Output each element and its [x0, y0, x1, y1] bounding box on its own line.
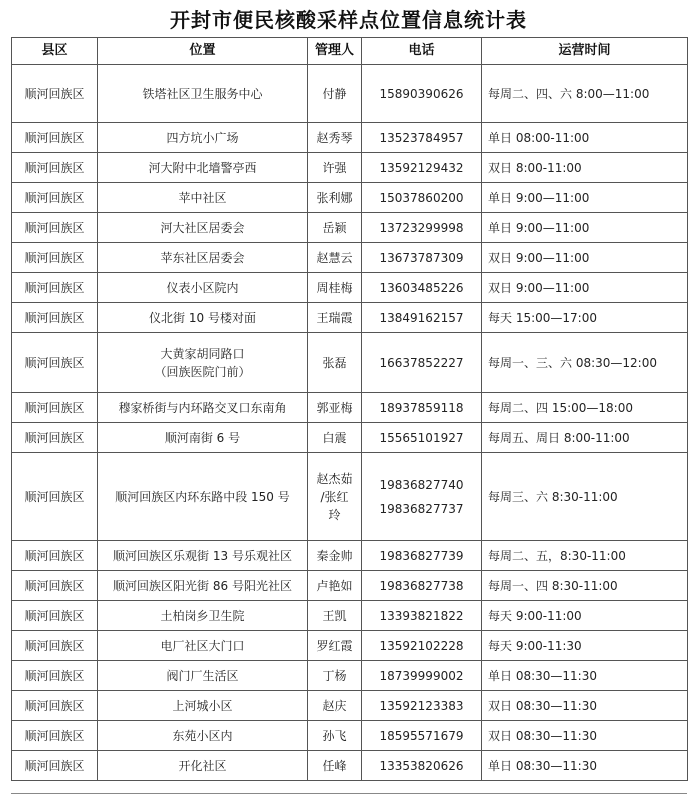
manager-cell: 赵庆: [308, 691, 362, 721]
table-row: [12, 213, 688, 243]
district-cell: 顺河回族区: [12, 751, 98, 781]
hours-cell: 每周三、六 8:30-11:00: [482, 453, 688, 541]
hours-cell: 单日 08:30—11:30: [482, 751, 688, 781]
manager-cell: 王凯: [308, 601, 362, 631]
phone-cell: 19836827739: [362, 541, 482, 571]
page-title: 开封市便民核酸采样点位置信息统计表: [170, 8, 527, 32]
table-header-row: [12, 38, 688, 65]
cell-line: /张红: [320, 489, 349, 504]
hours-cell: 每周二、四、六 8:00—11:00: [482, 65, 688, 123]
location-cell: 顺河回族区阳光街 86 号阳光社区: [98, 571, 308, 601]
manager-cell: 任峰: [308, 751, 362, 781]
district-cell: 顺河回族区: [12, 213, 98, 243]
manager-cell: 王瑞霞: [308, 303, 362, 333]
location-cell: 仪表小区院内: [98, 273, 308, 303]
location-cell: 阀门厂生活区: [98, 661, 308, 691]
manager-cell: [308, 453, 362, 541]
location-cell: 河大社区居委会: [98, 213, 308, 243]
location-cell: 顺河回族区乐观街 13 号乐观社区: [98, 541, 308, 571]
phone-cell: 13393821822: [362, 601, 482, 631]
manager-cell: 孙飞: [308, 721, 362, 751]
table-row: [12, 183, 688, 213]
manager-cell: 张利娜: [308, 183, 362, 213]
manager-cell: 郭亚梅: [308, 393, 362, 423]
location-cell: 土柏岗乡卫生院: [98, 601, 308, 631]
sampling-sites-table: [11, 37, 688, 781]
district-cell: 顺河回族区: [12, 453, 98, 541]
phone-cell: 13353820626: [362, 751, 482, 781]
phone-cell: [362, 453, 482, 541]
phone-cell: 13592129432: [362, 153, 482, 183]
phone-cell: 19836827738: [362, 571, 482, 601]
phone-cell: 13673787309: [362, 243, 482, 273]
district-cell: 顺河回族区: [12, 631, 98, 661]
bottom-divider: [11, 793, 687, 794]
table-row: [12, 303, 688, 333]
location-cell: 穆家桥街与内环路交叉口东南角: [98, 393, 308, 423]
manager-cell: 罗红霞: [308, 631, 362, 661]
phone-cell: 13592102228: [362, 631, 482, 661]
phone-cell: 15037860200: [362, 183, 482, 213]
district-cell: 顺河回族区: [12, 183, 98, 213]
phone-cell: 13592123383: [362, 691, 482, 721]
table-row: [12, 571, 688, 601]
location-cell: 顺河南街 6 号: [98, 423, 308, 453]
table-body: [12, 65, 688, 781]
hours-cell: 单日 9:00—11:00: [482, 183, 688, 213]
hours-cell: 每天 9:00-11:30: [482, 631, 688, 661]
hours-cell: 每天 15:00—17:00: [482, 303, 688, 333]
manager-cell: 张磊: [308, 333, 362, 393]
district-cell: 顺河回族区: [12, 123, 98, 153]
phone-cell: 18739999002: [362, 661, 482, 691]
location-cell: 东苑小区内: [98, 721, 308, 751]
phone-cell: 16637852227: [362, 333, 482, 393]
table-row: [12, 691, 688, 721]
location-cell: 苹中社区: [98, 183, 308, 213]
phone-cell: 15890390626: [362, 65, 482, 123]
cell-line: 19836827737: [379, 501, 464, 516]
hours-cell: 每周一、三、六 08:30—12:00: [482, 333, 688, 393]
table-row: [12, 123, 688, 153]
phone-cell: 18937859118: [362, 393, 482, 423]
location-cell: [98, 333, 308, 393]
location-cell: 电厂社区大门口: [98, 631, 308, 661]
table-row: [12, 661, 688, 691]
location-cell: 四方坑小广场: [98, 123, 308, 153]
manager-cell: 卢艳如: [308, 571, 362, 601]
location-cell: 开化社区: [98, 751, 308, 781]
table-row: [12, 631, 688, 661]
hours-cell: 单日 9:00—11:00: [482, 213, 688, 243]
header-district: 县区: [12, 38, 98, 65]
manager-cell: 赵秀琴: [308, 123, 362, 153]
header-manager: 管理人: [308, 38, 362, 65]
location-cell: 上河城小区: [98, 691, 308, 721]
table-row: [12, 333, 688, 393]
district-cell: 顺河回族区: [12, 541, 98, 571]
hours-cell: 双日 8:00-11:00: [482, 153, 688, 183]
cell-line: 19836827740: [379, 477, 464, 492]
manager-cell: 许强: [308, 153, 362, 183]
location-cell: 河大附中北墙警亭西: [98, 153, 308, 183]
manager-cell: 丁杨: [308, 661, 362, 691]
header-location: 位置: [98, 38, 308, 65]
phone-cell: 15565101927: [362, 423, 482, 453]
phone-cell: 13603485226: [362, 273, 482, 303]
manager-cell: 秦金帅: [308, 541, 362, 571]
cell-line: 赵杰茹: [316, 471, 353, 486]
phone-cell: 13523784957: [362, 123, 482, 153]
district-cell: 顺河回族区: [12, 153, 98, 183]
table-row: [12, 751, 688, 781]
district-cell: 顺河回族区: [12, 571, 98, 601]
district-cell: 顺河回族区: [12, 303, 98, 333]
hours-cell: 每周五、周日 8:00-11:00: [482, 423, 688, 453]
district-cell: 顺河回族区: [12, 721, 98, 751]
phone-cell: 13849162157: [362, 303, 482, 333]
header-hours: 运营时间: [482, 38, 688, 65]
table-row: [12, 65, 688, 123]
hours-cell: 双日 08:30—11:30: [482, 691, 688, 721]
manager-cell: 周桂梅: [308, 273, 362, 303]
table-row: [12, 153, 688, 183]
district-cell: 顺河回族区: [12, 65, 98, 123]
location-cell: 仪北街 10 号楼对面: [98, 303, 308, 333]
manager-cell: 白震: [308, 423, 362, 453]
table-row: [12, 721, 688, 751]
table-row: [12, 393, 688, 423]
hours-cell: 单日 08:30—11:30: [482, 661, 688, 691]
table-row: [12, 541, 688, 571]
district-cell: 顺河回族区: [12, 393, 98, 423]
cell-line: 玲: [328, 507, 341, 522]
manager-cell: 付静: [308, 65, 362, 123]
district-cell: 顺河回族区: [12, 243, 98, 273]
phone-cell: 18595571679: [362, 721, 482, 751]
cell-line: （回族医院门前）: [154, 364, 251, 379]
district-cell: 顺河回族区: [12, 423, 98, 453]
hours-cell: 双日 9:00—11:00: [482, 273, 688, 303]
table-row: [12, 423, 688, 453]
phone-cell: 13723299998: [362, 213, 482, 243]
hours-cell: 每天 9:00-11:00: [482, 601, 688, 631]
hours-cell: 每周二、四 15:00—18:00: [482, 393, 688, 423]
location-cell: 顺河回族区内环东路中段 150 号: [98, 453, 308, 541]
hours-cell: 双日 9:00—11:00: [482, 243, 688, 273]
hours-cell: 单日 08:00-11:00: [482, 123, 688, 153]
hours-cell: 每周一、四 8:30-11:00: [482, 571, 688, 601]
location-cell: 苹东社区居委会: [98, 243, 308, 273]
district-cell: 顺河回族区: [12, 661, 98, 691]
manager-cell: 赵慧云: [308, 243, 362, 273]
hours-cell: 每周二、五，8:30-11:00: [482, 541, 688, 571]
district-cell: 顺河回族区: [12, 273, 98, 303]
table-row: [12, 453, 688, 541]
table-row: [12, 273, 688, 303]
district-cell: 顺河回族区: [12, 601, 98, 631]
table-row: [12, 601, 688, 631]
hours-cell: 双日 08:30—11:30: [482, 721, 688, 751]
table-row: [12, 243, 688, 273]
district-cell: 顺河回族区: [12, 333, 98, 393]
district-cell: 顺河回族区: [12, 691, 98, 721]
header-phone: 电话: [362, 38, 482, 65]
cell-line: 大黄家胡同路口: [160, 346, 245, 361]
location-cell: 铁塔社区卫生服务中心: [98, 65, 308, 123]
manager-cell: 岳颖: [308, 213, 362, 243]
